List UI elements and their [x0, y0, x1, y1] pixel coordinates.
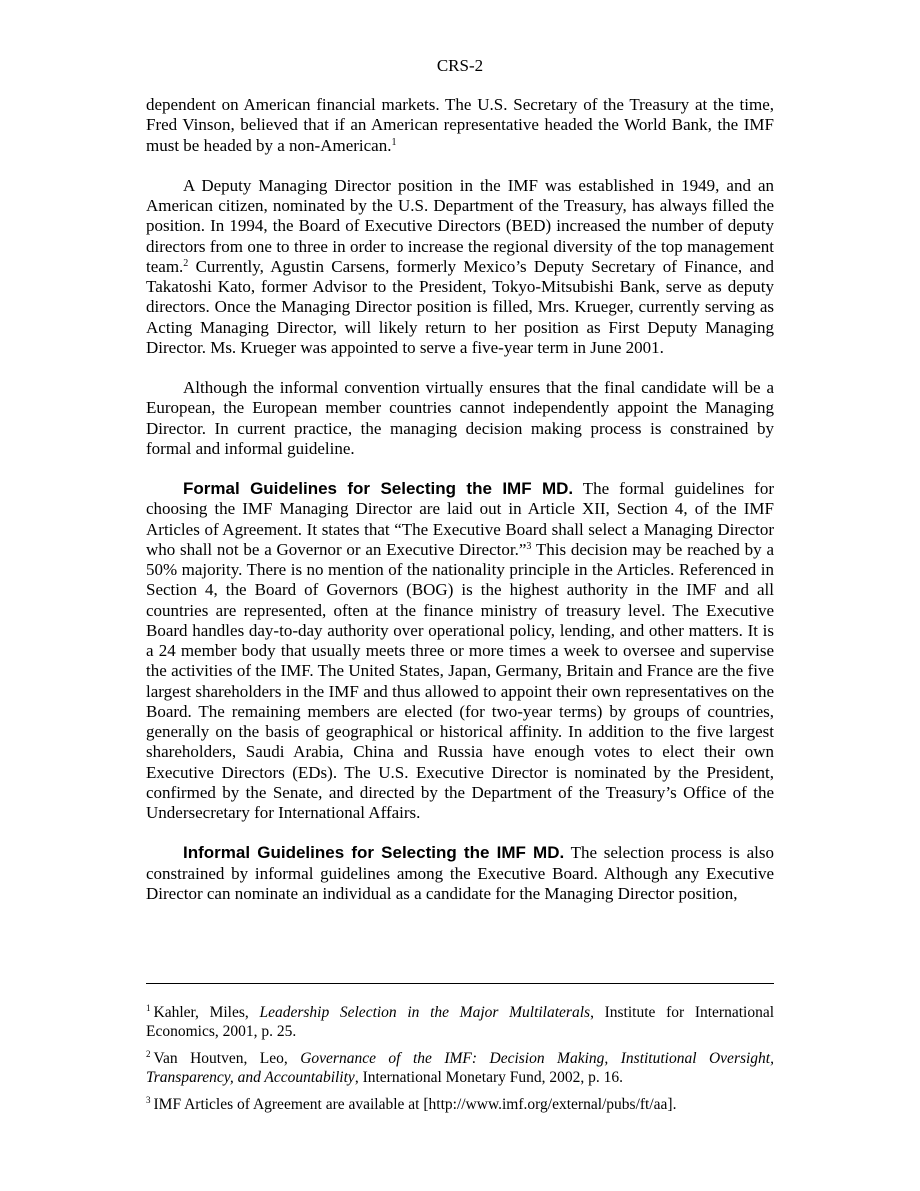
paragraph-4 — [146, 479, 774, 823]
paragraph-text: The selection process is also constrained by informal guidelines among the Executive Board. Although any Executive Director can nominate an individual as a candidate for the Managing Director position, — [146, 843, 774, 903]
footnote-number: 2 — [146, 1049, 151, 1059]
footnote-3 — [146, 1095, 774, 1114]
paragraph-5 — [146, 843, 774, 904]
footnote-ref-2[interactable]: 2 — [183, 257, 189, 269]
page-header: CRS-2 — [436, 56, 484, 75]
footnote-ref-1[interactable]: 1 — [391, 136, 397, 148]
body-text — [146, 95, 774, 924]
footnote-text: , Institute for International Economics, 2001, p. 25. — [146, 1004, 775, 1040]
footnote-divider — [146, 983, 774, 984]
footnote-1 — [146, 1003, 774, 1041]
informal-guidelines-heading: Informal Guidelines for Selecting the IMF MD. — [183, 843, 565, 863]
footnote-2 — [146, 1049, 774, 1087]
formal-guidelines-heading: Formal Guidelines for Selecting the IMF MD. — [183, 479, 574, 498]
footnotes — [146, 1003, 774, 1122]
paragraph-2 — [146, 176, 774, 358]
paragraph-text: A Deputy Managing Director position in the IMF was established in 1949, and an American citizen, nominated by the U.S. Department of the Treasury, has always filled the position. In 1994, the Board of Executive Directors (BED) increased the number of deputy directors from one to three in order to increase the regional diversity of the top management team. — [146, 175, 774, 276]
paragraph-text: The formal guidelines for choosing the IMF Managing Director are laid out in Article XII, Section 4, of the IMF Articles of Agreement. It states that “The Executive Board shall select a Managing Director who shall not be a Governor or an Executive Director.” — [146, 479, 774, 559]
footnote-title: Governance of the IMF: Decision Making, Institutional Oversight, Transparency, and Accountability — [146, 1050, 774, 1086]
paragraph-1 — [146, 95, 774, 156]
footnote-number: 3 — [146, 1095, 151, 1105]
paragraph-text: dependent on American financial markets. The U.S. Secretary of the Treasury at the time, Fred Vinson, believed that if an American representative headed the World Bank, the IMF must be headed by a non-American. — [146, 95, 774, 155]
footnote-text: Kahler, Miles, — [153, 1004, 260, 1021]
footnote-title: Leadership Selection in the Major Multilaterals — [259, 1004, 591, 1021]
footnote-ref-3[interactable]: 3 — [526, 540, 532, 552]
footnote-text: Van Houtven, Leo, — [153, 1050, 301, 1067]
footnote-number: 1 — [146, 1003, 151, 1013]
paragraph-3: Although the informal convention virtually ensures that the final candidate will be a European, the European member countries cannot independently appoint the Managing Director. In current practice, the managing decision making process is constrained by formal and informal guideline. — [146, 378, 774, 458]
footnote-link-text[interactable]: IMF Articles of Agreement are available at [http://www.imf.org/external/pubs/ft/aa]. — [153, 1096, 677, 1113]
paragraph-text: Currently, Agustin Carsens, formerly Mexico’s Deputy Secretary of Finance, and Takatoshi Kato, former Advisor to the President, Tokyo-Mitsubishi Bank, serve as deputy directors. Once the Managing Director position is filled, Mrs. Krueger, currently serving as Acting Managing Director, will likely return to her position as First Deputy Managing Director. Ms. Krueger was appointed to serve a five-year term in June 2001. — [146, 256, 774, 357]
footnote-text: , International Monetary Fund, 2002, p. 16. — [354, 1069, 624, 1086]
paragraph-text: This decision may be reached by a 50% majority. There is no mention of the nationality principle in the Articles. Referenced in Section 4, the Board of Governors (BOG) is the highest authority in the IMF and all countries are represented, often at the finance ministry of treasury level. The Executive Board handles day-to-day authority over operational policy, lending, and other matters. It is a 24 member body that usually meets three or more times a week to oversee and supervise the activities of the IMF. The United States, Japan, Germany, Britain and France are the five largest shareholders in the IMF and thus allowed to appoint their own representatives on the Board. The remaining members are elected (for two-year terms) by groups of countries, generally on the basis of geographical or historical affinity. In addition to the five largest shareholders, Saudi Arabia, China and Russia have enough votes to elect their own Executive Directors (EDs). The U.S. Executive Director is nominated by the President, confirmed by the Senate, and directed by the Department of the Treasury’s Office of the Undersecretary for International Affairs. — [146, 539, 774, 822]
